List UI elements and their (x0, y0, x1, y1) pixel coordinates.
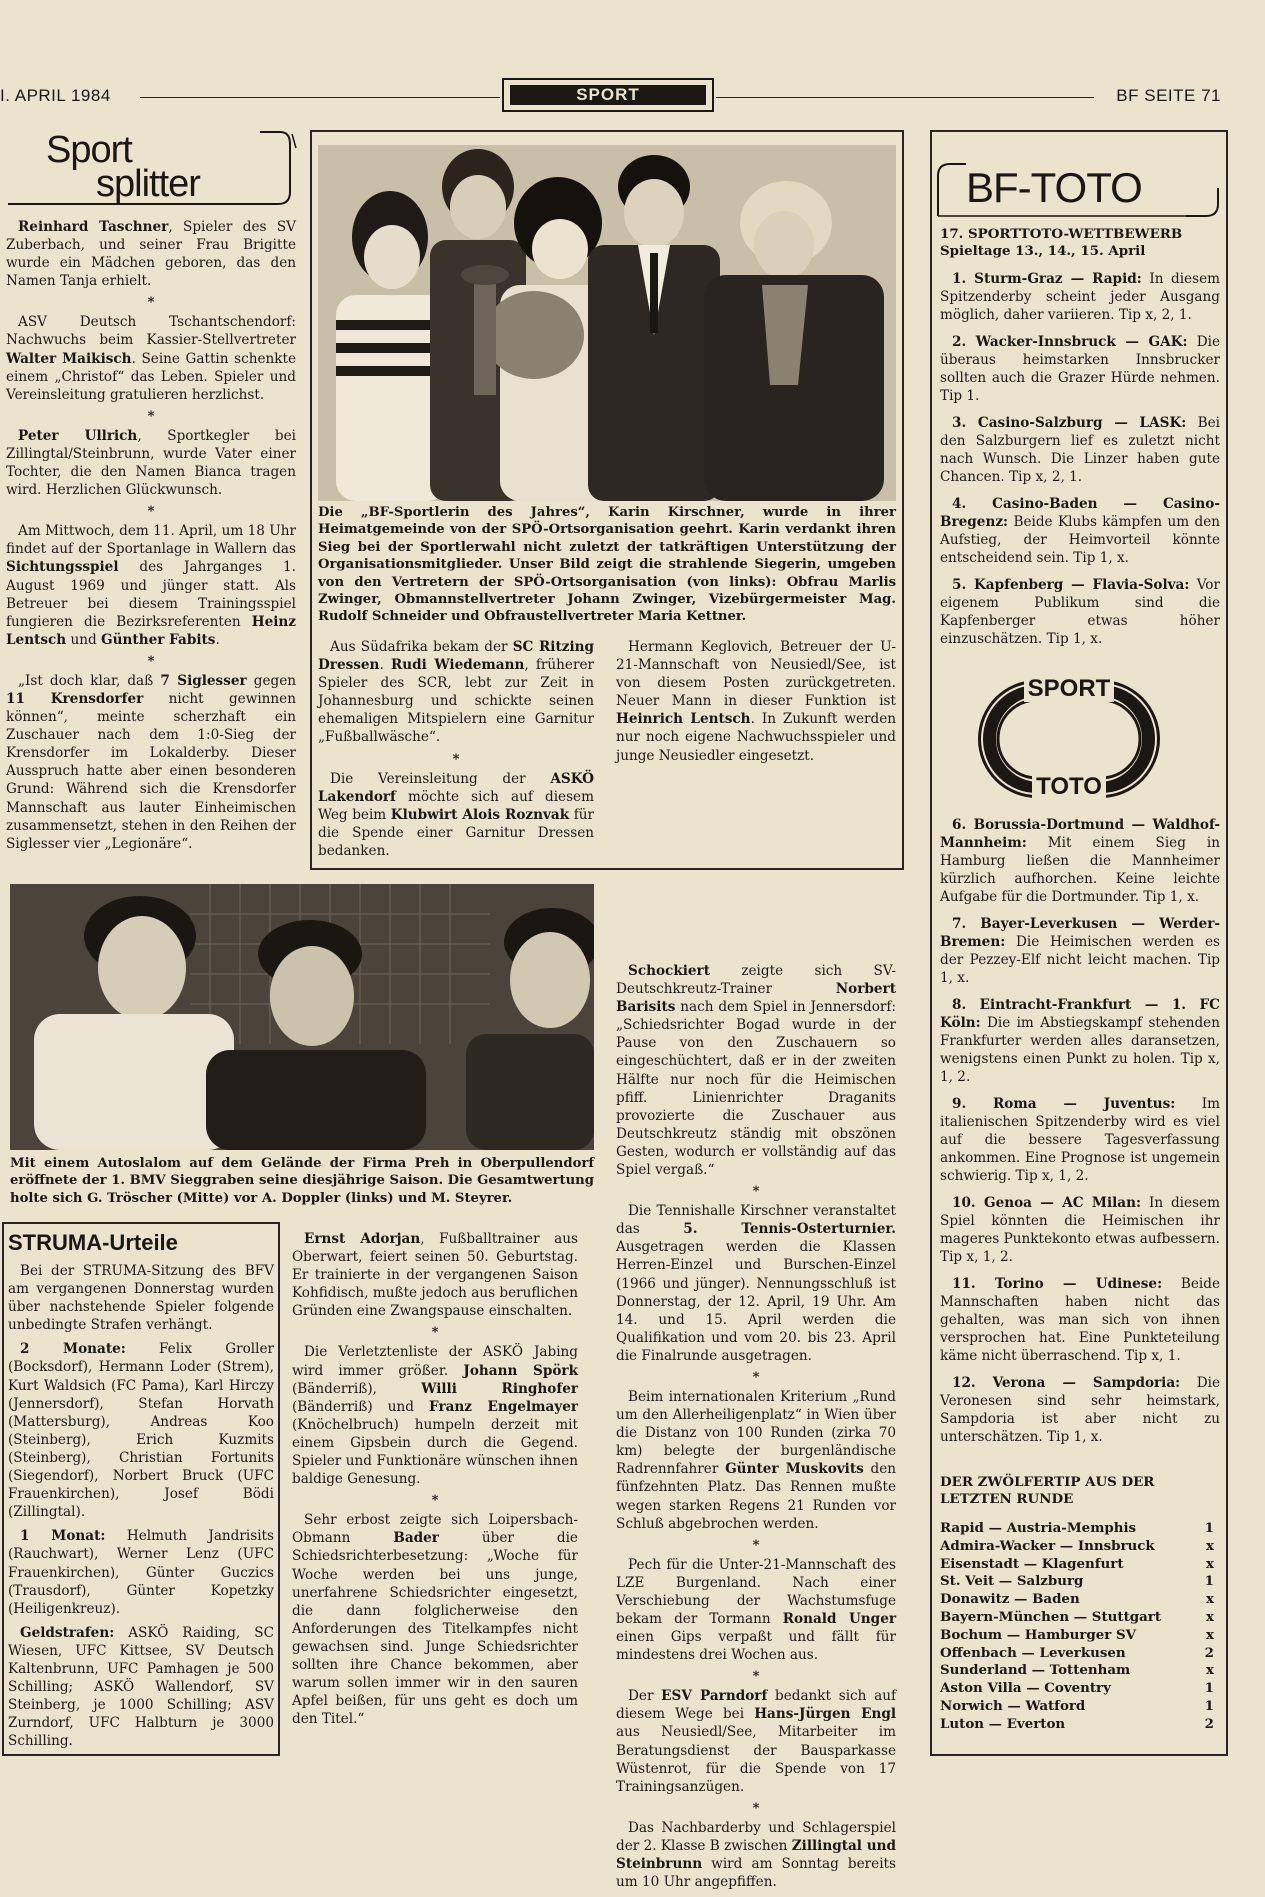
splitter-separator: * (147, 504, 155, 520)
logo-text-bottom (974, 774, 1164, 800)
struma-text (8, 1262, 274, 1756)
last-round-tip: 1 (1204, 1520, 1214, 1536)
last-round-row (940, 1591, 1214, 1609)
toto-game-paragraph: 10. Genoa — AC Milan: In diesem Spiel könnten die Heimischen ihr mageres Punktekonto etwas aufbessern. Tip x, 1, 2. (940, 1195, 1220, 1265)
splitter-separator: * (147, 653, 155, 669)
logo-text-top (974, 676, 1164, 702)
last-round-tip: 1 (1204, 1680, 1214, 1697)
splitter-title-1: Sport (46, 129, 132, 171)
mid-b-paragraph: Pech für die Unter-21-Mannschaft des LZE Burgenland. Nach einer Verschiebung der Wachstumsfuge bekam der Tormann Ronald Unger einen Gips verpaßt und fällt für mindestens drei Wochen aus. (616, 1556, 897, 1664)
mid-b-paragraph: Das Nachbarderby und Schlagerspiel der 2. Klasse B zwischen Zillingtal und Steinbrunn wird am Sonntag bereits um 10 Uhr angepfiffen. (616, 1819, 896, 1891)
mid-b-separator: * (752, 1369, 760, 1385)
last-round-match: Donawitz — Baden (940, 1591, 1080, 1608)
last-round-tip: 2 (1204, 1715, 1214, 1732)
toto-game-paragraph: 11. Torino — Udinese: Beide Mannschaften haben nicht das gehalten, was man sich von ihnen versprochen hat. Eine Punkteteilung käme nicht überraschend. Tip x, 1. (940, 1276, 1221, 1364)
last-round-row (940, 1680, 1214, 1698)
last-round-match: Offenbach — Leverkusen (940, 1644, 1126, 1661)
mid-b-paragraph: Schockiert zeigte sich SV-Deutschkreutz-Trainer Norbert Barisits nach dem Spiel in Jennersdorf: „Schiedsrichter Bogad wurde in der Pause von den Zuschauern so eingeschüchtert, daß er in der zweiten Hälfte nur noch für die Heimischen pfiff. Linienrichter Draganits provozierte die Zuschauer aus Deutschkreutz ständig mit obszönen Gesten, wodurch er vollständig auf das Spiel vergaß.“ (616, 963, 896, 1179)
toto-game-paragraph: 2. Wacker-Innsbruck — GAK: Die überaus heimstarken Innsbrucker sollten auch die Grazer Hürde nehmen. Tip 1. (940, 334, 1220, 404)
splitter-heading (0, 130, 298, 208)
splitter-paragraph: ASV Deutsch Tschantschendorf: Nachwuchs beim Kassier-Stellvertreter Walter Maikisch. Seine Gattin schenkte einem „Christof“ das Leben. Spieler und Vereinsleitung gratulieren herzlichst. (6, 314, 297, 403)
toto-game-paragraph: 3. Casino-Salzburg — LASK: Bei den Salzburgern lief es zuletzt nicht nach Wunsch. Die Linzer haben gute Chancen. Tip x, 2, 1. (940, 415, 1221, 485)
page-number: BF SEITE 71 (1116, 86, 1221, 105)
toto-subtitle-1: 17. SPORTTOTO-WETTBEWERB (940, 226, 1183, 242)
last-round-row (940, 1538, 1214, 1556)
mid-a-paragraph: Aus Südafrika bekam der SC Ritzing Dressen. Rudi Wiedemann, früherer Spieler des SCR, lebt zur Zeit in Johannesburg und schickte seinen ehemaligen Mitspielern eine Garnitur „Fußballwäsche“. (318, 639, 594, 746)
toto-games-a (940, 270, 1220, 657)
mid-b-separator: * (752, 1537, 760, 1553)
last-round-row (940, 1698, 1214, 1716)
last-round-match: Eisenstadt — Klagenfurt (940, 1555, 1124, 1572)
section-label-box (502, 78, 714, 112)
last-round-match: Rapid — Austria-Memphis (940, 1520, 1137, 1536)
issue-date: I. APRIL 1984 (0, 86, 111, 105)
splitter-title-2: splitter (96, 163, 200, 205)
lower-mid-paragraph: Ernst Adorjan, Fußballtrainer aus Oberwart, feiert seinen 50. Geburtstag. Er trainierte in der vergangenen Saison Kohfidisch, mußte jedoch aus beruflichen Gründen eine Zwangspause einschalten. (292, 1231, 578, 1320)
last-round-tip: x (1206, 1591, 1214, 1608)
toto-game-paragraph: 6. Borussia-Dortmund — Waldhof-Mannheim: Mit einem Sieg in Hamburg ließen die Mannheimer kürzlich aufhorchen. Keine leichte Aufgabe für die Dortmunder. Tip 1, x. (940, 817, 1220, 905)
mid-b-paragraph: Der ESV Parndorf bedankt sich auf diesem Wege bei Hans-Jürgen Engl aus Neusiedl/See, Mitarbeiter im Beratungsdienst der Bausparkasse Wüstenrot, für die Spende von 17 Trainingsanzügen. (616, 1688, 897, 1795)
toto-game-paragraph: 9. Roma — Juventus: Im italienischen Spitzenderby wird es viel auf die bessere Tagesverfassung ankommen. Eine Prognose ist ungemein schwierig. Tip x, 1, 2. (940, 1096, 1220, 1184)
last-round-match: Bochum — Hamburger SV (940, 1626, 1137, 1643)
mid-column-a (318, 638, 594, 866)
last-round-tip: x (1206, 1626, 1214, 1643)
splitter-separator: * (147, 295, 155, 311)
splitter-title-frame (0, 130, 298, 208)
photo1-caption: Die „BF-Sportlerin des Jahres“, Karin Kirschner, wurde in ihrer Heimatgemeinde von der SPÖ-Ortsorganisation geehrt. Karin verdankt ihren Sieg bei der Sportlerwahl nicht zuletzt der tatkräftigen Unterstützung der Organisationsmitglieder. Unser Bild zeigt die strahlende Siegerin, umgeben von den Vertretern der SPÖ-Ortsorganisation (von links): Obfrau Marlis Zwinger, Obmannstellvertreter Johann Zwinger, Vizebürgermeister Mag. Rudolf Schneider und Obfraustellvertreter Maria Kettner. (318, 505, 896, 625)
last-round-row (940, 1645, 1214, 1663)
last-round-row (940, 1573, 1214, 1591)
last-round-tip: 1 (1204, 1573, 1214, 1590)
struma-paragraph: 1 Monat: Helmuth Jandrisits (Rauchwart), Werner Lenz (UFC Frauenkirchen), Günter Guczics (Trausdorf), Günter Kopetzky (Heiligenkreuz). (8, 1528, 274, 1617)
toto-subtitles (940, 226, 1222, 260)
last-round-table (940, 1520, 1214, 1734)
last-round-match: St. Veit — Salzburg (940, 1573, 1084, 1590)
section-label: SPORT (510, 85, 706, 105)
splitter-paragraph: Peter Ullrich, Sportkegler bei Zillingtal/Steinbrunn, wurde Vater einer Tochter, die den Namen Bianca tragen wird. Herzlichen Glückwunsch. (6, 427, 297, 499)
lower-mid-paragraph: Die Verletztenliste der ASKÖ Jabing wird immer größer. Johann Spörk (Bänderriß), Willi Ringhofer (Bänderriß) und Franz Engelmayer (Knöchelbruch) humpeln derzeit mit einem Gipsbein durch die Gegend. Spieler und Funktionäre wünschen ihnen baldige Genesung. (292, 1344, 579, 1488)
splitter-paragraph: Reinhard Taschner, Spieler des SV Zuberbach, und seiner Frau Brigitte wurde ein Mädchen geboren, das den Namen Tanja erhielt. (6, 219, 297, 290)
lower-mid-column (292, 1230, 578, 1734)
toto-heading (936, 160, 1222, 220)
mid-b-paragraph: Beim internationalen Kriterium „Rund um den Allerheiligenplatz“ in Wien über die Distanz von 100 Runden (zirka 70 km) belegte der burgenländische Radrennfahrer Günter Muskovits den fünfzehnten Platz. Das Rennen mußte wegen starken Regens 21 Runden vor Schluß abgebrochen werden. (616, 1388, 896, 1532)
splitter-text (6, 218, 296, 859)
toto-games-b (940, 816, 1220, 1455)
struma-paragraph: Geldstrafen: ASKÖ Raiding, SC Wiesen, UFC Kittsee, SV Deutsch Kaltenbrunn, UFC Pamhagen je 500 Schilling; ASKÖ Wallendorf, SV Steinberg, je 1000 Schilling; ASV Zurndorf, UFC Halbturn je 3000 Schilling. (8, 1624, 274, 1750)
last-round-tip: x (1206, 1608, 1214, 1625)
last-round-match: Aston Villa — Coventry (940, 1680, 1111, 1697)
logo-toto-label: TOTO (1032, 773, 1106, 800)
last-round-tip: x (1206, 1555, 1214, 1572)
last-round-row (940, 1627, 1214, 1645)
mid-column-b (616, 962, 896, 1897)
toto-game-paragraph: 1. Sturm-Graz — Rapid: In diesem Spitzenderby scheint jeder Ausgang möglich, daher variieren. Tip x, 2, 1. (940, 271, 1221, 323)
splitter-paragraph: „Ist doch klar, daß 7 Siglesser gegen 11 Krensdorfer nicht gewinnen können“, meinte scherzhaft ein Zuschauer nach dem 1:0-Sieg der Krensdorfer im Lokalderby. Dieser Ausspruch hatte aber einen besonderen Grund: Während sich die Krensdorfer Mannschaft aus lauter Einheimischen zusammensetzt, stehen in den Reihen der Siglesser vier „Legionäre“. (6, 672, 297, 852)
mid-a-separator: * (452, 751, 460, 767)
photo2-caption: Mit einem Autoslalom auf dem Gelände der Firma Preh in Oberpullendorf eröffnete der 1. BMV Sieggraben seine diesjährige Saison. Die Gesamtwertung holte sich G. Tröscher (Mitte) vor A. Doppler (links) und M. Steyrer. (10, 1156, 594, 1206)
last-round-row (940, 1520, 1214, 1538)
struma-paragraph: 2 Monate: Felix Groller (Bocksdorf), Hermann Loder (Strem), Kurt Waldsich (FC Pama), Karl Hirczy (Jennersdorf), Stefan Horvath (Mattersburg), Andreas Koo (Steinberg), Erich Kuzmits (Steinberg), Christian Fortunits (Siegendorf), Norbert Bruck (UFC Frauenkirchen), Josef Bödi (Zillingtal). (8, 1341, 274, 1521)
last-round-match: Admira-Wacker — Innsbruck (940, 1537, 1155, 1554)
last-round-row (940, 1609, 1214, 1627)
last-round-tip: x (1206, 1537, 1214, 1554)
award-photo (318, 145, 896, 501)
autoslalom-photo-image (10, 884, 594, 1150)
mid-column-b-top (616, 638, 896, 771)
toto-title: BF-TOTO (966, 164, 1142, 211)
toto-subtitle-2: Spieltage 13., 14., 15. April (940, 243, 1146, 259)
autoslalom-photo (10, 884, 594, 1150)
toto-game-paragraph: 4. Casino-Baden — Casino-Bregenz: Beide Klubs kämpfen um den Aufstieg, der Heimvorteil könnte entscheidend sein. Tip 1, x. (940, 496, 1220, 566)
mid-b-top-paragraph: Hermann Keglovich, Betreuer der U-21-Mannschaft von Neusiedl/See, ist von diesem Posten zurückgetreten. Neuer Mann in dieser Funktion ist Heinrich Lentsch. In Zukunft werden nur noch eigene Nachwuchsspieler und junge Neusiedler eingesetzt. (616, 639, 896, 764)
last-round-match: Norwich — Watford (940, 1697, 1086, 1714)
sport-toto-logo (974, 674, 1164, 804)
award-photo-image (318, 145, 896, 501)
toto-game-paragraph: 12. Verona — Sampdoria: Die Veronesen sind sehr heimstark, Sampdoria ist aber nicht zu unterschätzen. Tip 1, x. (940, 1375, 1220, 1445)
toto-game-paragraph: 5. Kapfenberg — Flavia-Solva: Vor eigenem Publikum sind die Kapfenberger etwas höher einzuschätzen. Tip 1, x. (940, 577, 1220, 647)
last-round-tip: 1 (1204, 1697, 1214, 1714)
mid-b-separator: * (752, 1669, 760, 1685)
last-round-match: Luton — Everton (940, 1715, 1066, 1732)
header-rule-right (716, 97, 1094, 98)
lower-mid-paragraph: Sehr erbost zeigte sich Loipersbach-Obmann Bader über die Schiedsrichterbesetzung: „Woche für Woche werden bei uns junge, unerfahrene Schiedsrichter eingesetzt, die dann folglicherweise den Anforderungen des Titelkampfes nicht gewachsen sind. Junge Schiedsrichter sollten ihre Chance bekommen, aber warum sollen immer wir in den sauren Apfel beißen, für uns geht es doch um den Titel.“ (292, 1512, 578, 1728)
header-rule-left (140, 97, 500, 98)
splitter-paragraph: Am Mittwoch, dem 11. April, um 18 Uhr findet auf der Sportanlage in Wallern das Sichtungsspiel des Jahrganges 1. August 1969 und jünger statt. Als Betreuer bei diesem Trainingsspiel fungieren die Bezirksreferenten Heinz Lentsch und Günther Fabits. (6, 523, 296, 648)
last-round-tip: 2 (1204, 1644, 1214, 1661)
toto-game-paragraph: 7. Bayer-Leverkusen — Werder-Bremen: Die Heimischen werden es der Pezzey-Elf nicht leicht machen. Tip 1, x. (940, 916, 1220, 986)
last-round-row (940, 1556, 1214, 1574)
last-round-row (940, 1716, 1214, 1734)
mid-a-paragraph: Die Vereinsleitung der ASKÖ Lakendorf möchte sich auf diesem Weg beim Klubwirt Alois Roznvak für die Spende einer Garnitur Dressen bedanken. (318, 770, 594, 859)
last-round-match: Bayern-München — Stuttgart (940, 1608, 1162, 1625)
splitter-separator: * (147, 408, 155, 424)
last-round-tip: x (1206, 1662, 1214, 1679)
last-round-match: Sunderland — Tottenham (940, 1662, 1131, 1679)
lower-mid-separator: * (431, 1325, 439, 1341)
last-round-title: DER ZWÖLFERTIP AUS DER LETZTEN RUNDE (940, 1474, 1155, 1507)
lower-mid-separator: * (431, 1493, 439, 1509)
logo-sport-label: SPORT (1024, 675, 1115, 702)
struma-title: STRUMA-Urteile (8, 1230, 178, 1255)
struma-paragraph: Bei der STRUMA-Sitzung des BFV am vergangenen Donnerstag wurden über nachstehende Spieler folgende unbedingte Strafen verhängt. (8, 1263, 274, 1334)
last-round-row (940, 1662, 1214, 1680)
mid-b-separator: * (752, 1800, 760, 1816)
toto-game-paragraph: 8. Eintracht-Frankfurt — 1. FC Köln: Die im Abstiegskampf stehenden Frankfurter werden alles daransetzen, wenigstens einen Punkt zu holen. Tip x, 1, 2. (940, 997, 1220, 1085)
mid-b-separator: * (752, 1184, 760, 1200)
mid-b-paragraph: Die Tennishalle Kirschner veranstaltet das 5. Tennis-Osterturnier. Ausgetragen werden die Klassen Herren-Einzel und Burschen-Einzel (1966 und jünger). Nennungsschluß ist Donnerstag, der 12. April, 19 Uhr. Am 14. und 15. April werden die Qualifikation und vom 20. bis 23. April die Finalrunde ausgetragen. (616, 1203, 896, 1364)
